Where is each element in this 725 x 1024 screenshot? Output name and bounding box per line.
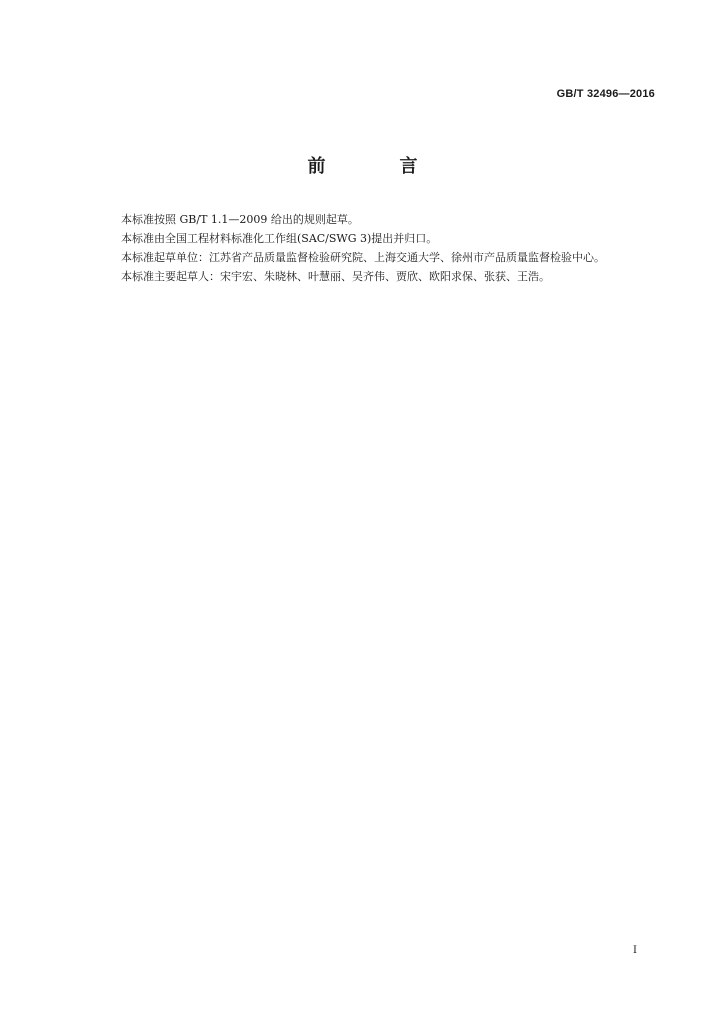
paragraph-drafting-rules: 本标准按照 GB/T 1.1—2009 给出的规则起草。 <box>121 213 359 226</box>
paragraph-proposer: 本标准由全国工程材料标准化工作组(SAC/SWG 3)提出并归口。 <box>121 232 438 245</box>
standard-code: GB/T 32496—2016 <box>556 88 655 100</box>
page-number: I <box>633 945 637 956</box>
paragraph-drafting-units: 本标准起草单位：江苏省产品质量监督检验研究院、上海交通大学、徐州市产品质量监督检验中心。 <box>121 251 605 264</box>
paragraph-drafters: 本标准主要起草人：宋宇宏、朱晓林、叶慧丽、吴齐伟、贾欣、欧阳求保、张获、王浩。 <box>121 270 550 283</box>
page-title: 前 言 <box>307 156 446 177</box>
foreword-body <box>121 210 666 286</box>
